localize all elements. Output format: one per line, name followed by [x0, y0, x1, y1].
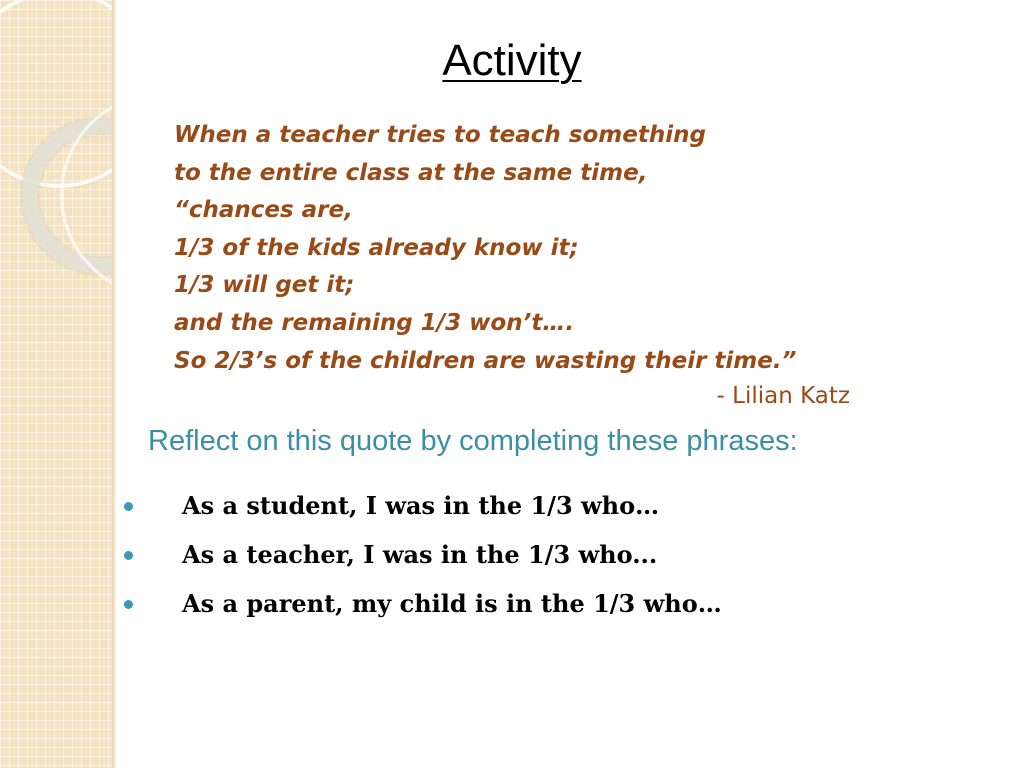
decorative-side-band: [0, 0, 112, 768]
quote-line: 1/3 of the kids already know it;: [174, 234, 579, 261]
bullet-text: As a parent, my child is in the 1/3 who…: [182, 589, 722, 618]
bullet-text: As a teacher, I was in the 1/3 who...: [182, 540, 658, 569]
quote-line: “chances are,: [174, 197, 353, 224]
bullet-text: As a student, I was in the 1/3 who…: [182, 491, 660, 520]
quote-line: to the entire class at the same time,: [174, 159, 648, 186]
quote-attribution: - Lilian Katz: [716, 383, 850, 409]
quote-line: and the remaining 1/3 won’t….: [174, 309, 575, 336]
slide-title: [0, 36, 1024, 86]
quote-line: So 2/3’s of the children are wasting their time.”: [174, 347, 797, 374]
quote-line: When a teacher tries to teach something: [174, 122, 706, 148]
slide-title-text: Activity: [442, 36, 582, 85]
quote-block: [174, 117, 796, 380]
reflection-prompt: Reflect on this quote by completing these phrases:: [148, 425, 798, 457]
quote-line: 1/3 will get it;: [174, 272, 355, 299]
side-band-edge: [112, 0, 116, 768]
bullet-icon: [124, 502, 133, 511]
bullet-icon: [124, 551, 133, 560]
bullet-icon: [124, 600, 133, 609]
